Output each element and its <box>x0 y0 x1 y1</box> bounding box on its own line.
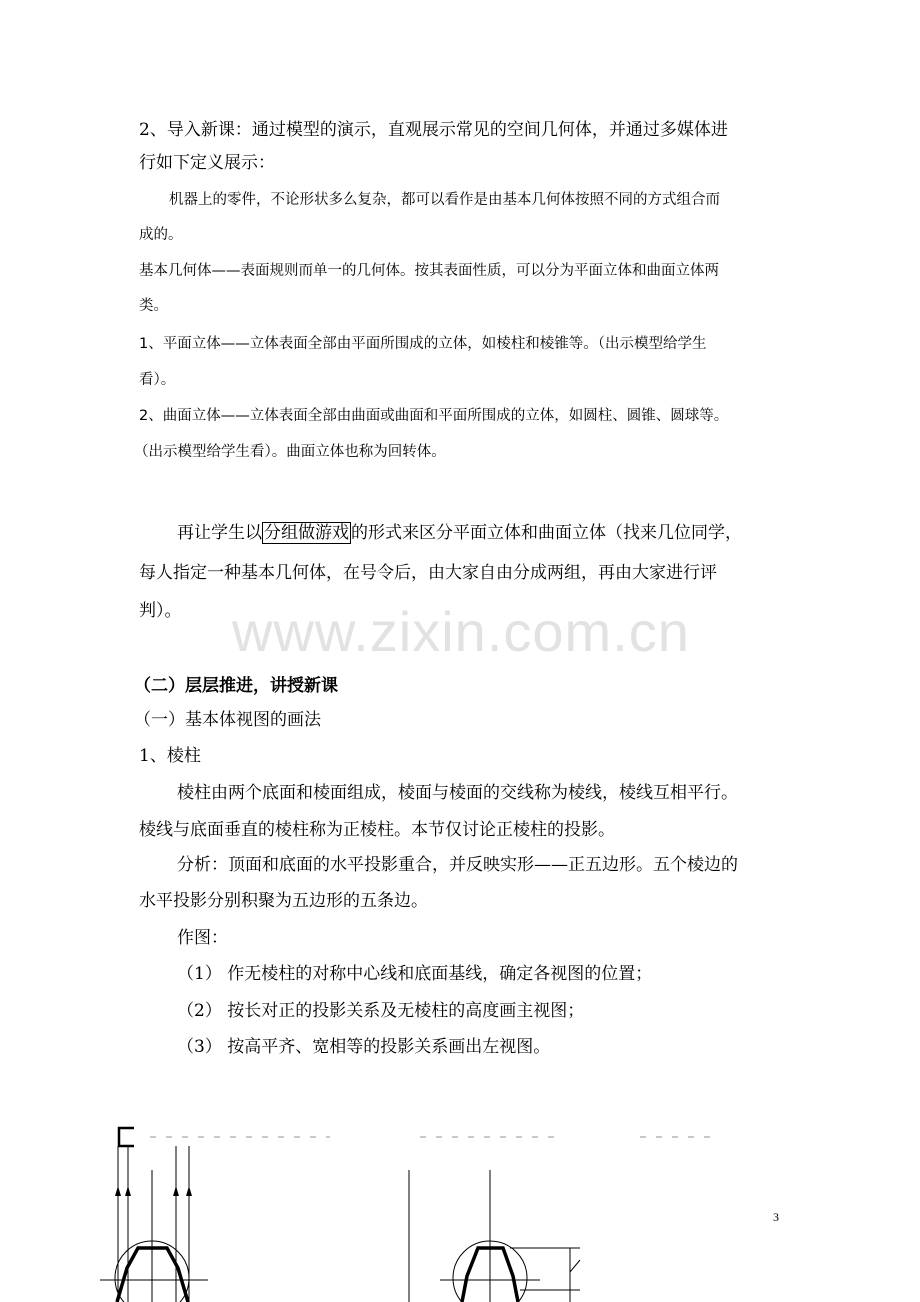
text-line: 成的。 <box>139 227 183 243</box>
text-line: 2、导入新课：通过模型的演示，直观展示常见的空间几何体，并通过多媒体进 <box>139 120 728 140</box>
page-number: 3 <box>773 1210 779 1224</box>
text-line: 分析：顶面和底面的水平投影重合，并反映实形——正五边形。五个棱边的 <box>177 855 738 875</box>
text-line: 类。 <box>139 298 168 314</box>
text-line: 行如下定义展示： <box>139 153 275 173</box>
subsection-heading: （一）基本体视图的画法 <box>134 710 321 730</box>
projection-lines <box>100 1146 208 1302</box>
text-line: 作图： <box>177 928 228 948</box>
text-line: 看）。 <box>139 372 176 388</box>
text-line: 棱柱由两个底面和棱面组成，棱面与棱面的交线称为棱线，棱线互相平行。 <box>177 783 738 803</box>
step-item: （2） 按长对正的投影关系及无棱柱的高度画主视图； <box>177 1001 585 1021</box>
arrow-heads <box>115 1186 192 1196</box>
step-item: （3） 按高平齐、宽相等的投影关系画出左视图。 <box>177 1037 551 1057</box>
text-line: 每人指定一种基本几何体，在号令后，由大家自由分成两组，再由大家进行评 <box>139 563 717 583</box>
boxed-term: 分组做游戏 <box>264 523 349 543</box>
step-item: （1） 作无棱柱的对称中心线和底面基线，确定各视图的位置； <box>177 964 653 984</box>
text-line: 2、曲面立体——立体表面全部由曲面或曲面和平面所围成的立体，如圆柱、圆锥、圆球等。 <box>139 408 729 424</box>
text-line: 基本几何体——表面规则而单一的几何体。按其表面性质，可以分为平面立体和曲面立体两 <box>139 263 719 279</box>
right-view-lines <box>440 1170 580 1302</box>
text-span: 再让学生以 <box>177 523 262 543</box>
text-span: 的形式来区分平面立体和曲面立体（找来几位同学， <box>351 523 742 543</box>
text-line: 机器上的零件，不论形状多么复杂，都可以看作是由基本几何体按照不同的方式组合而 <box>169 192 720 208</box>
text-line: （出示模型给学生看）。曲面立体也称为回转体。 <box>134 444 446 460</box>
text-line: 判）。 <box>139 601 182 621</box>
section-heading: （二）层层推进，讲授新课 <box>134 676 338 696</box>
text-line: 棱线与底面垂直的棱柱称为正棱柱。本节仅讨论正棱柱的投影。 <box>139 820 615 840</box>
text-line: 1、平面立体——立体表面全部由平面所围成的立体，如棱柱和棱锥等。（出示模型给学生 <box>139 336 707 352</box>
corner-bracket <box>119 1128 134 1146</box>
text-line: 水平投影分别积聚为五边形的五条边。 <box>139 891 428 911</box>
subsection-heading: 1、棱柱 <box>139 746 201 766</box>
watermark: www.zixin.com.cn <box>232 600 690 663</box>
